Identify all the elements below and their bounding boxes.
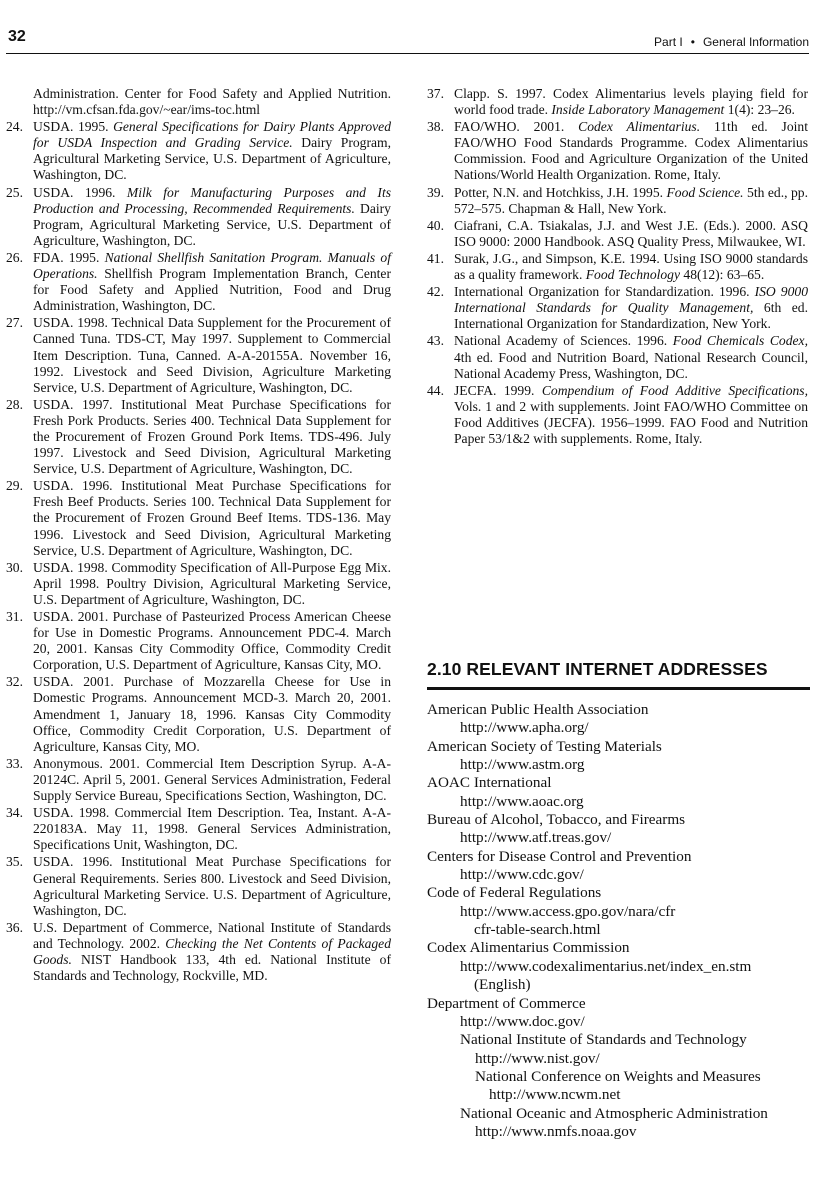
reference-number: 38. <box>427 119 444 135</box>
internet-address-link[interactable]: http://www.access.gpo.gov/nara/cfr <box>460 902 676 920</box>
reference-item <box>427 86 808 118</box>
reference-number: 31. <box>6 609 23 624</box>
reference-item <box>6 119 391 183</box>
reference-text-tail: 5th ed., pp. 572–575. Chapman & Hall, New York. <box>454 184 808 216</box>
reference-text: USDA. 1996. <box>33 184 127 200</box>
reference-text: USDA. 1997. Institutional Meat Purchase Specifications for Fresh Pork Products. Series 400. Technical Data Supplement for the Procurement of Frozen Ground Pork Items. TDS-496. July 1997. Livestock and Seed Division, Agricultural Marketing Service, U.S. Department of Agriculture, Washington, DC. <box>33 396 391 477</box>
organization-name: AOAC International <box>427 774 552 792</box>
organization-name: cfr-table-search.html <box>474 921 601 939</box>
reference-number: 43. <box>427 333 444 349</box>
reference-item <box>6 609 391 673</box>
reference-item <box>6 560 391 608</box>
reference-number: 25. <box>6 184 23 200</box>
reference-text-tail: 48(12): 63–65. <box>680 267 765 283</box>
reference-text-tail: 6th ed. International Organization for Standardization, New York. <box>454 300 808 332</box>
reference-item <box>6 315 391 395</box>
reference-text: USDA. 1996. Institutional Meat Purchase Specifications for Fresh Beef Products. Series 100. Technical Data Supplement for the Procurement of Frozen Ground Beef Items. TDS-136. May 1996. Livestock and Seed Division, Agricultural Marketing Service, U.S. Department of Agriculture, Washington, DC. <box>33 478 391 558</box>
reference-number: 35. <box>6 854 23 870</box>
running-head <box>654 35 809 49</box>
organization-name: Centers for Disease Control and Prevention <box>427 847 692 865</box>
left-reference-list <box>6 119 391 984</box>
reference-text-tail: Vols. 1 and 2 with supplements. Joint FAO/WHO Committee on Food Additives (JECFA). 1956–1999. FAO Food and Nutrition Paper 53/1&2 with supplements. Rome, Italy. <box>454 398 808 446</box>
reference-number: 33. <box>6 755 23 771</box>
reference-number: 37. <box>427 86 444 101</box>
reference-title: Checking the Net Contents of Packaged Goods. <box>33 935 391 967</box>
reference-text-tail: 11th ed. Joint FAO/WHO Food Standards Programme. Codex Alimentarius Commission. Food and Agriculture Organization of the United Nations/World Health Organization. Rome, Italy. <box>454 119 808 183</box>
internet-address-link[interactable]: http://www.cdc.gov/ <box>460 866 584 884</box>
reference-item <box>6 920 391 984</box>
reference-item <box>6 250 391 314</box>
reference-number: 36. <box>6 919 23 935</box>
reference-title: ISO 9000 International Standards for Quality Management, <box>454 284 808 316</box>
reference-number: 28. <box>6 396 23 412</box>
reference-text: Anonymous. 2001. Commercial Item Description Syrup. A-A-20124C. April 5, 2001. General Services Administration, Federal Supply Service Bureau, Specifications Section, Washington, DC. <box>33 755 391 804</box>
reference-number: 32. <box>6 674 23 690</box>
internet-address-link[interactable]: http://www.nmfs.noaa.gov <box>475 1122 637 1140</box>
reference-text-tail: NIST Handbook 133, 4th ed. National Institute of Standards and Technology, Rockville, MD. <box>33 951 391 984</box>
right-reference-list <box>427 86 808 447</box>
reference-number: 24. <box>6 119 23 135</box>
reference-continuation: Administration. Center for Food Safety and Applied Nutrition. http://vm.cfsan.fda.gov/~ear/ims-toc.html <box>33 86 391 118</box>
reference-text: Potter, N.N. and Hotchkiss, J.H. 1995. <box>454 184 667 200</box>
internet-address-link[interactable]: http://www.ncwm.net <box>489 1086 621 1104</box>
reference-item <box>427 284 808 332</box>
reference-number: 34. <box>6 805 23 821</box>
internet-address-link[interactable]: http://www.astm.org <box>460 756 585 774</box>
reference-text: USDA. 2001. Purchase of Pasteurized Process American Cheese for Use in Domestic Programs. Announcement PDC-4. March 20, 2001. Kansas City Commodity Office, Commodity Credit Corporation, U.S. Department of Agriculture, Kansas City, MO. <box>33 609 391 673</box>
reference-item <box>6 854 391 918</box>
reference-number: 26. <box>6 249 23 265</box>
internet-address-link[interactable]: http://www.codexalimentarius.net/index_en.stm <box>460 957 752 975</box>
reference-text: FAO/WHO. 2001. <box>454 119 579 135</box>
organization-name: Bureau of Alcohol, Tobacco, and Firearms <box>427 811 686 829</box>
internet-address-list <box>427 701 810 1141</box>
reference-item <box>427 185 808 217</box>
reference-text-tail: 1(4): 23–26. <box>724 102 795 118</box>
organization-name: Codex Alimentarius Commission <box>427 939 630 957</box>
reference-item <box>6 674 391 754</box>
reference-number: 40. <box>427 217 444 233</box>
organization-name: National Oceanic and Atmospheric Administration <box>460 1104 768 1122</box>
reference-item <box>6 756 391 804</box>
left-column <box>6 86 391 985</box>
reference-item <box>6 478 391 558</box>
running-head-part: Part I <box>654 35 683 49</box>
reference-text: USDA. 1998. Commercial Item Description. Tea, Instant. A-A-220183A. May 11, 1998. General Services Administration, Specifications Unit, Washington, DC. <box>33 805 391 853</box>
reference-item <box>427 218 808 250</box>
organization-name: Department of Commerce <box>427 994 586 1012</box>
reference-title: Food Technology <box>585 267 681 283</box>
reference-item <box>427 119 808 183</box>
reference-text: National Academy of Sciences. 1996. <box>454 333 673 349</box>
organization-name: Code of Federal Regulations <box>427 884 602 902</box>
internet-address-link[interactable]: http://www.aoac.org <box>460 792 584 810</box>
reference-number: 44. <box>427 382 444 398</box>
reference-item <box>427 383 808 447</box>
reference-number: 41. <box>427 250 444 266</box>
internet-address-link[interactable]: http://www.apha.org/ <box>460 719 589 737</box>
internet-address-link[interactable]: http://www.atf.treas.gov/ <box>460 829 612 847</box>
reference-number: 42. <box>427 284 444 300</box>
reference-number: 30. <box>6 559 23 575</box>
reference-number: 27. <box>6 315 23 331</box>
reference-text: U.S. Department of Commerce, National Institute of Standards and Technology. 2002. <box>33 919 391 951</box>
reference-item <box>427 251 808 283</box>
right-column <box>427 86 808 448</box>
organization-name: National Institute of Standards and Technology <box>460 1031 747 1049</box>
reference-text-tail: Shellfish Program Implementation Branch, Center for Food Safety and Applied Nutrition, Food and Drug Administration, Washington, DC. <box>33 266 391 314</box>
reference-number: 39. <box>427 184 444 200</box>
reference-title: Inside Laboratory Management <box>551 102 725 118</box>
reference-text: International Organization for Standardization. 1996. <box>454 284 755 300</box>
reference-text: USDA. 1996. Institutional Meat Purchase Specifications for General Requirements. Series 800. Livestock and Seed Division, Agricultural Marketing Service. U.S. Department of Agriculture, Washington, DC. <box>33 854 391 918</box>
reference-number: 29. <box>6 478 23 494</box>
reference-title: Compendium of Food Additive Specifications, <box>541 382 808 398</box>
reference-title: National Shellfish Sanitation Program. Manuals of Operations. <box>33 249 391 282</box>
reference-text: Ciafrani, C.A. Tsiakalas, J.J. and West J.E. (Eds.). 2000. ASQ ISO 9000: 2000 Handbook. ASQ Quality Press, Milwaukee, WI. <box>454 217 808 249</box>
reference-text-tail: Dairy Program, Agricultural Marketing Service, U.S. Department of Agriculture, Washington, DC. <box>33 200 391 248</box>
reference-text-tail: 4th ed. Food and Nutrition Board, National Research Council, National Academy Press, Washington, DC. <box>454 349 808 381</box>
organization-name: American Society of Testing Materials <box>427 737 662 755</box>
reference-text: Clapp. S. 1997. Codex Alimentarius levels playing field for world food trade. <box>454 86 808 118</box>
reference-text: JECFA. 1999. <box>454 382 542 398</box>
section-title: 2.10 RELEVANT INTERNET ADDRESSES <box>427 659 768 679</box>
internet-address-link[interactable]: http://www.doc.gov/ <box>460 1012 585 1030</box>
reference-title: General Specifications for Dairy Plants Approved for USDA Inspection and Grading Service. <box>33 119 391 151</box>
internet-address-link[interactable]: http://www.nist.gov/ <box>475 1049 600 1067</box>
reference-text: Surak, J.G., and Simpson, K.E. 1994. Using ISO 9000 standards as a quality framework. <box>454 250 808 283</box>
reference-title: Food Chemicals Codex, <box>672 333 808 349</box>
reference-text: FDA. 1995. <box>33 249 105 265</box>
reference-title: Milk for Manufacturing Purposes and Its Production and Processing, Recommended Requirements. <box>33 184 392 216</box>
section-rule <box>427 687 810 690</box>
reference-item <box>6 185 391 249</box>
reference-item <box>6 397 391 477</box>
running-head-title: General Information <box>702 35 809 49</box>
organization-name: National Conference on Weights and Measures <box>475 1067 761 1085</box>
page-number: 32 <box>8 28 26 45</box>
running-head-bullet: • <box>690 35 695 49</box>
reference-text: USDA. 1998. Commodity Specification of All-Purpose Egg Mix. April 1998. Poultry Division, Agricultural Marketing Service, U.S. Department of Agriculture, Washington, DC. <box>33 559 391 607</box>
reference-text-tail: Dairy Program, Agricultural Marketing Service, U.S. Department of Agriculture, Washington, DC. <box>33 135 391 183</box>
header-rule <box>6 53 809 54</box>
reference-title: Codex Alimentarius. <box>578 119 701 135</box>
reference-text: USDA. 2001. Purchase of Mozzarella Cheese for Use in Domestic Programs. Announcement MCD-3. March 20, 2001. Amendment 1, January 18, 1996. Kansas City Commodity Office, Commodity Credit Corporation, U.S. Department of Agriculture, Kansas City, MO. <box>33 674 391 754</box>
reference-item <box>6 805 391 853</box>
reference-item <box>427 333 808 381</box>
reference-title: Food Science. <box>666 184 744 200</box>
organization-name: American Public Health Association <box>427 701 649 718</box>
reference-text: USDA. 1995. <box>33 119 114 135</box>
organization-name: (English) <box>474 976 531 994</box>
reference-text: USDA. 1998. Technical Data Supplement for the Procurement of Canned Tuna. TDS-CT, May 1997. Supplement to Commercial Item Description. Tuna, Canned. A-A-20155A. November 16, 1992. Livestock and Seed Division, Agriculture Marketing Service, U.S. Department of Agriculture, Washington, DC. <box>33 315 391 395</box>
